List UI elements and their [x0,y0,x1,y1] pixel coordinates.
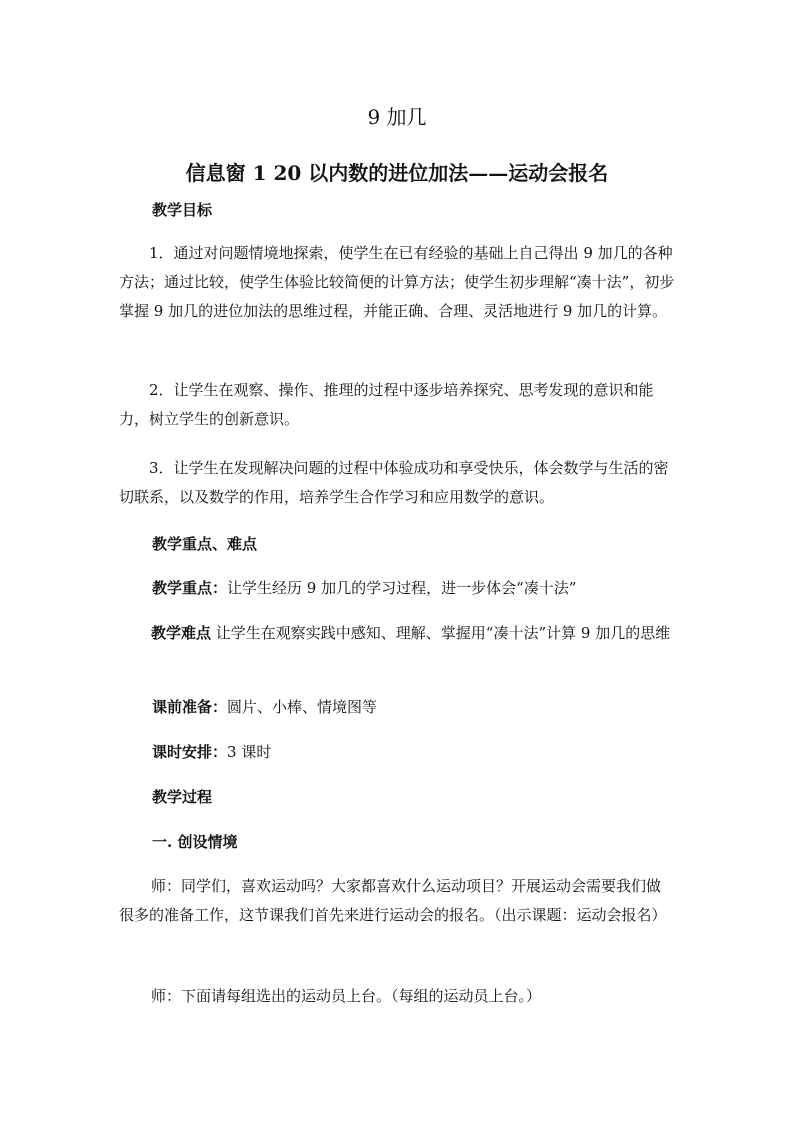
prep-label: 课前准备： [152,698,228,716]
prep-text: 圆片、小棒、情境图等 [227,698,378,716]
difficulty-line [119,619,675,648]
doc-subtitle: 信息窗 1 20 以内数的进位加法——运动会报名 [185,161,609,185]
doc-title: 9 加几 [367,105,427,129]
section1-heading: 一. 创设情境 [152,833,238,851]
objective-1: 1．通过对问题情境地探索，使学生在已有经验的基础上自己得出 9 加几的各种方法；通过比较，使学生体验比较简便的计算方法；使学生初步理解“凑十法”，初步掌握 9 加几的进位加法的思维过程，并能正确、合理、灵活地进行 9 加几的计算。 [119,244,675,320]
schedule-line [152,738,675,767]
paragraph-2: 师：下面请每组选出的运动员上台。（每组的运动员上台。） [151,987,542,1005]
key-point-label: 教学重点： [152,579,228,597]
difficulty-label: 教学难点 [151,624,212,642]
objective-3: 3．让学生在发现解决问题的过程中体验成功和享受快乐，体会数学与生活的密切联系，以及数学的作用，培养学生合作学习和应用数学的意识。 [119,459,669,506]
document-page [119,0,675,1123]
objective-2: 2．让学生在观察、操作、推理的过程中逐步培养探究、思考发现的意识和能力，树立学生的创新意识。 [119,381,654,428]
paragraph-1: 师：同学们，喜欢运动吗？大家都喜欢什么运动项目？开展运动会需要我们做很多的准备工作，这节课我们首先来进行运动会的报名。（出示课题：运动会报名） [119,877,667,924]
key-point-text: 让学生经历 9 加几的学习过程，进一步体会“凑十法” [227,579,577,597]
difficulty-text: 让学生在观察实践中感知、理解、掌握用“凑十法”计算 9 加几的思维 [211,624,671,642]
schedule-label: 课时安排： [152,743,228,761]
key-point-line [152,574,675,603]
objectives-heading: 教学目标 [152,201,213,219]
key-points-heading: 教学重点、难点 [152,535,258,553]
prep-line [152,693,675,722]
schedule-text: 3 课时 [227,743,272,761]
process-heading: 教学过程 [152,788,213,806]
